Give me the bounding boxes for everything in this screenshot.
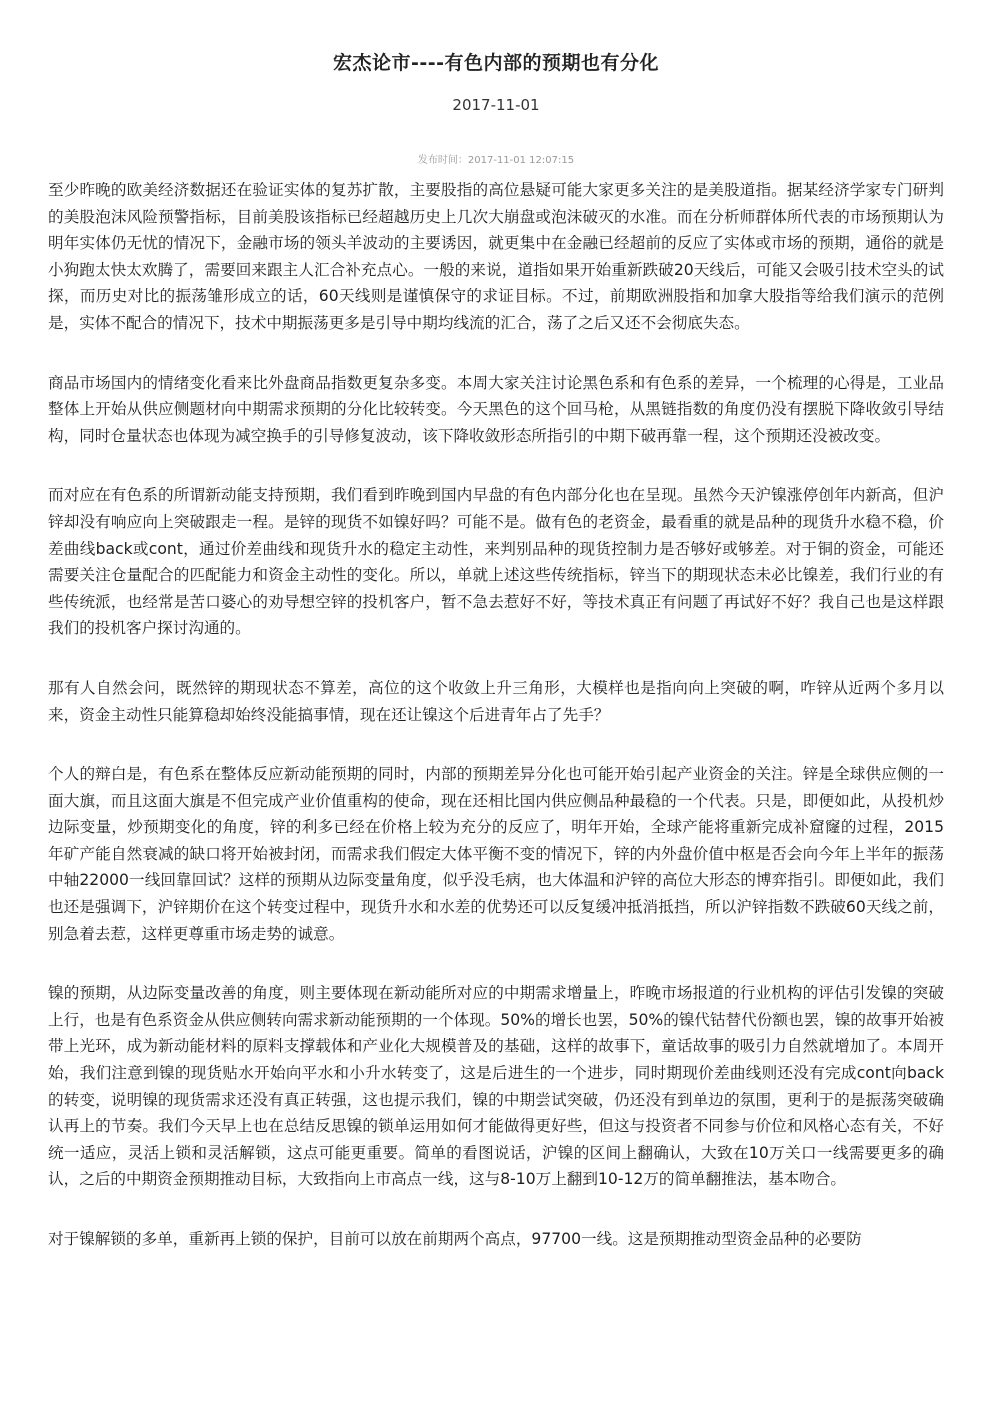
article-body [48,177,944,1286]
paragraph-6: 镍的预期，从边际变量改善的角度，则主要体现在新动能所对应的中期需求增量上，昨晚市场报道的行业机构的评估引发镍的突破上行，也是有色系资金从供应侧转向需求新动能预期的一个体现。50%的增长也罢，50%的镍代钴替代份额也罢，镍的故事开始被带上光环，成为新动能材料的原料支撑载体和产业化大规模普及的基础，这样的故事下，童话故事的吸引力自然就增加了。本周开始，我们注意到镍的现货贴水开始向平水和小升水转变了，这是后进生的一个进步，同时期现价差曲线则还没有完成cont向back的转变，说明镍的现货需求还没有真正转强，这也提示我们，镍的中期尝试突破，仍还没有到单边的氛围，更利于的是振荡突破确认再上的节奏。我们今天早上也在总结反思镍的锁单运用如何才能做得更好些，但这与投资者不同参与价位和风格心态有关，不好统一适应，灵活上锁和灵活解锁，这点可能更重要。简单的看图说话，沪镍的区间上翻确认，大致在10万关口一线需要更多的确认，之后的中期资金预期推动目标，大致指向上市高点一线，这与8-10万上翻到10-12万的简单翻推法，基本吻合。 [48,984,944,1189]
paragraph-3: 而对应在有色系的所谓新动能支持预期，我们看到昨晚到国内早盘的有色内部分化也在呈现。虽然今天沪镍涨停创年内新高，但沪锌却没有响应向上突破跟走一程。是锌的现货不如镍好吗？可能不是。做有色的老资金，最看重的就是品种的现货升水稳不稳，价差曲线back或cont，通过价差曲线和现货升水的稳定主动性，来判别品种的现货控制力是否够好或够差。对于铜的资金，可能还需要关注仓量配合的匹配能力和资金主动性的变化。所以，单就上述这些传统指标，锌当下的期现状态未必比镍差，我们行业的有些传统派，也经常是苦口婆心的劝导想空锌的投机客户，暂不急去惹好不好，等技术真正有问题了再试好不好？我自己也是这样跟我们的投机客户探讨沟通的。 [48,486,944,638]
paragraph-4: 那有人自然会问，既然锌的期现状态不算差，高位的这个收敛上升三角形，大模样也是指向向上突破的啊，咋锌从近两个多月以来，资金主动性只能算稳却始终没能搞事情，现在还让镍这个后进青年占了先手？ [48,678,944,724]
paragraph-7: 对于镍解锁的多单，重新再上锁的保护，目前可以放在前期两个高点，97700一线。这是预期推动型资金品种的必要防 [48,1230,862,1248]
paragraph-2: 商品市场国内的情绪变化看来比外盘商品指数更复杂多变。本周大家关注讨论黑色系和有色系的差异，一个梳理的心得是，工业品整体上开始从供应侧题材向中期需求预期的分化比较转变。今天黑色的这个回马枪，从黑链指数的角度仍没有摆脱下降收敛引导结构，同时仓量状态也体现为减空换手的引导修复波动，该下降收敛形态所指引的中期下破再靠一程，这个预期还没被改变。 [48,373,944,445]
article-date: 2017-11-01 [452,96,540,114]
publish-time: 发布时间：2017-11-01 12:07:15 [417,155,575,166]
paragraph-5: 个人的辩白是，有色系在整体反应新动能预期的同时，内部的预期差异分化也可能开始引起产业资金的关注。锌是全球供应侧的一面大旗，而且这面大旗是不但完成产业价值重构的使命，现在还相比国内供应侧品种最稳的一个代表。只是，即便如此，从投机炒边际变量，炒预期变化的角度，锌的利多已经在价格上较为充分的反应了，明年开始，全球产能将重新完成补窟窿的过程，2015年矿产能自然衰减的缺口将开始被封闭，而需求我们假定大体平衡不变的情况下，锌的内外盘价值中枢是否会向今年上半年的振荡中轴22000一线回靠回试？这样的预期从边际变量角度，似乎没毛病，也大体温和沪锌的高位大形态的博弈指引。即便如此，我们也还是强调下，沪锌期价在这个转变过程中，现货升水和水差的优势还可以反复缓冲抵消抵挡，所以沪锌指数不跌破60天线之前，别急着去惹，这样更尊重市场走势的诚意。 [48,765,944,943]
article-title: 宏杰论市----有色内部的预期也有分化 [332,52,660,74]
paragraph-1: 至少昨晚的欧美经济数据还在验证实体的复苏扩散，主要股指的高位悬疑可能大家更多关注的是美股道指。据某经济学家专门研判的美股泡沫风险预警指标，目前美股该指标已经超越历史上几次大崩盘或泡沫破灭的水准。而在分析师群体所代表的市场预期认为明年实体仍无忧的情况下，金融市场的领头羊波动的主要诱因，就更集中在金融已经超前的反应了实体或市场的预期，通俗的就是小狗跑太快太欢腾了，需要回来跟主人汇合补充点心。一般的来说，道指如果开始重新跌破20天线后，可能又会吸引技术空头的试探，而历史对比的振荡雏形成立的话，60天线则是谨慎保守的求证目标。不过，前期欧洲股指和加拿大股指等给我们演示的范例是，实体不配合的情况下，技术中期振荡更多是引导中期均线流的汇合，荡了之后又还不会彻底失态。 [48,181,944,332]
